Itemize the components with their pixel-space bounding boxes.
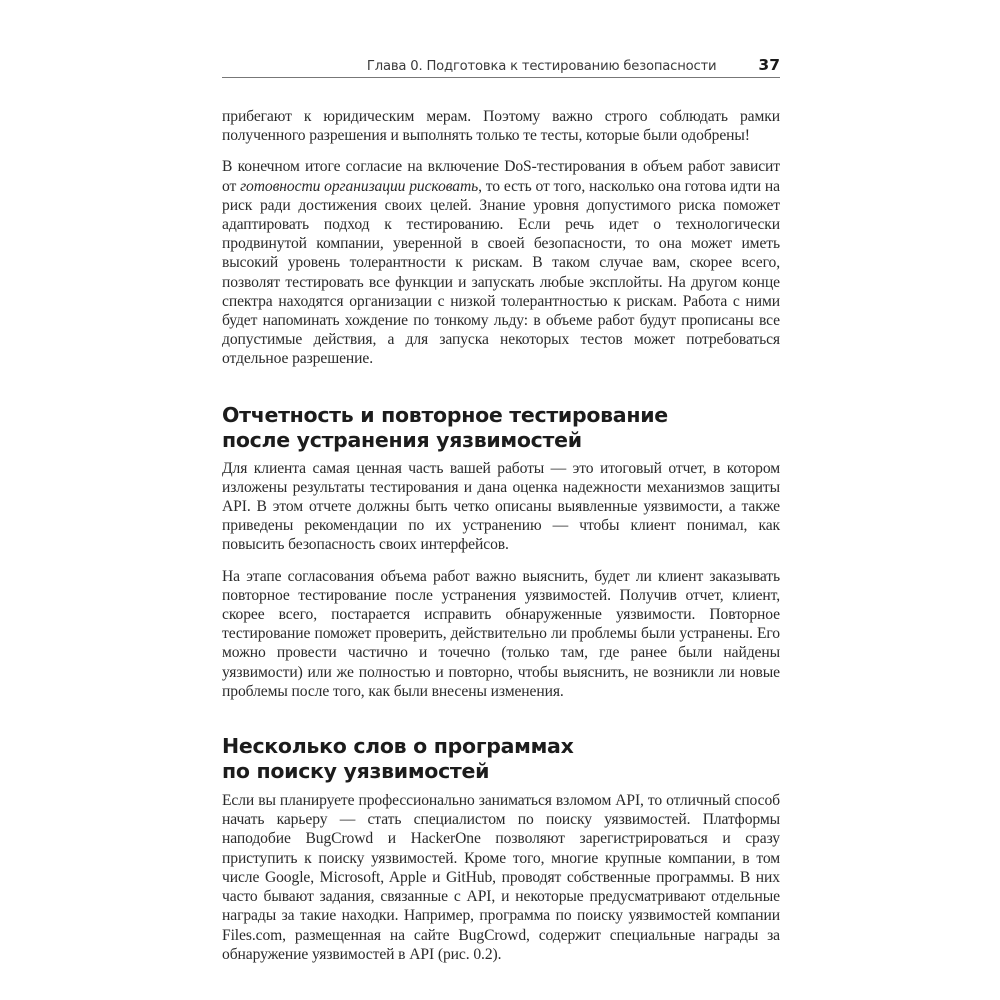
heading-line: по поиску уязвимостей <box>222 759 490 784</box>
paragraph-text: В конечном итоге согласие на включение DoS-тестирования в объем работ зависит от <box>222 158 780 195</box>
paragraph: На этапе согласования объема работ важно выяснить, будет ли клиент заказывать повторное тестирование после устранения уязвимостей. Получив отчет, клиент, скорее всего, постарается исправить обнаруженные уязвимости. Повторное тестирование поможет проверить, действительно ли проблемы были устранены. Его можно провести частично и точечно (только там, где ранее были найдены уязвимости) или же полностью и повторно, чтобы выяснить, не возникли ли новые проблемы после того, как были внесены изменения. <box>222 567 780 700</box>
paragraph: Для клиента самая ценная часть вашей работы — это итоговый отчет, в котором изложены результаты тестирования и дана оценка надежности механизмов защиты API. В этом отчете должны быть четко описаны выявленные уязвимости, а также приведены рекомендации по их устранению — чтобы клиент понимал, как повысить безопасность своих интерфейсов. <box>222 459 780 554</box>
chapter-title: Глава 0. Подготовка к тестированию безопасности <box>366 59 717 74</box>
paragraph-text: , то есть от того, насколько она готова идти на риск ради достижения своих целей. Знание уровня допустимого риска поможет адаптировать подход к тестированию. Если речь идет о технологически продвинутой компании, уверенной в своей безопасности, то она может иметь высокий уровень толерантности к рискам. В таком случае вам, скорее всего, позволят тестировать все функции и запускать любые эксплойты. На другом конце спектра находятся организации с низкой толерантностью к рискам. Работа с ними будет напоминать хождение по тонкому льду: в объеме работ будут прописаны все допустимые действия, а для запуска некоторых тестов может потребоваться отдельное разрешение. <box>222 177 780 368</box>
emphasis-text: готовности организации рисковать <box>240 177 479 195</box>
heading-line: Отчетность и повторное тестирование <box>222 402 668 427</box>
heading-line: Несколько слов о программах <box>222 734 574 759</box>
section-heading-reporting <box>222 403 780 453</box>
paragraph: Если вы планируете профессионально заниматься взломом API, то отличный способ начать карьеру — стать специалистом по поиску уязвимостей. Платформы наподобие BugCrowd и HackerOne позволяют зарегистрироваться и сразу приступить к поиску уязвимостей. Кроме того, многие крупные компании, в том числе Google, Microsoft, Apple и GitHub, проводят собственные программы. В них часто бывают задания, связанные с API, и некоторые предусматривают отдельные награды за такие находки. Например, программа по поиску уязвимостей компании Files.com, размещенная на сайте BugCrowd, содержит специальные награды за обнаружение уязвимостей в API (рис. 0.2). <box>222 792 780 963</box>
heading-line: после устранения уязвимостей <box>222 427 582 452</box>
running-header <box>222 56 780 78</box>
section-heading-bug-bounty <box>222 734 780 784</box>
paragraph <box>222 157 780 368</box>
page-number: 37 <box>758 56 780 74</box>
book-page <box>222 56 780 964</box>
paragraph: прибегают к юридическим мерам. Поэтому важно строго соблюдать рамки полученного разрешения и выполнять только те тесты, которые были одобрены! <box>222 108 780 145</box>
